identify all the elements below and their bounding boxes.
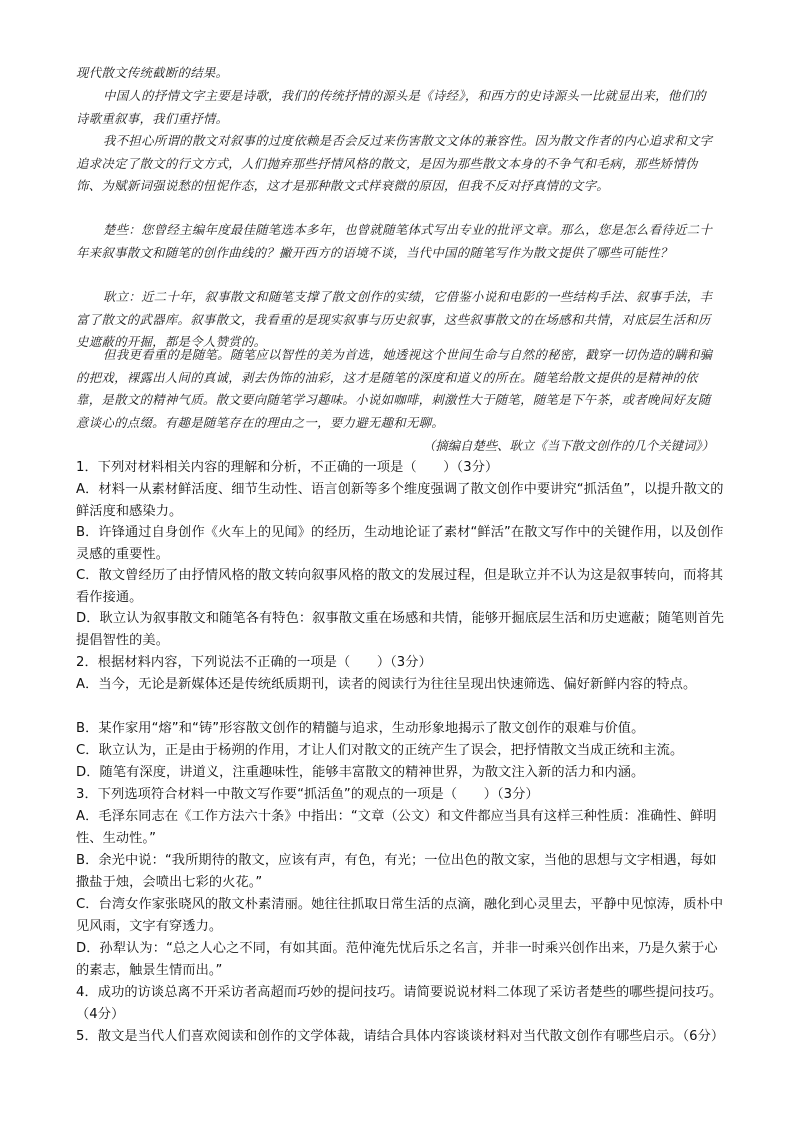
question-3-option-b: B．余光中说：“我所期待的散文，应该有声，有色，有光；一位出色的散文家，当他的思想与文字相遇，每如撒盐于烛，会喷出七彩的火花。” [76,853,717,890]
question-1-stem: 1．下列对材料相关内容的理解和分析，不正确的一项是（ ）（3分） [76,460,499,475]
question-2-option-a: A．当今，无论是新媒体还是传统纸质期刊，读者的阅读行为往往呈现出快速筛选、偏好新鲜内容的特点。 [76,677,697,692]
question-4: 4．成功的访谈总离不开采访者高超而巧妙的提问技巧。请简要说说材料二体现了采访者楚些的哪些提问技巧。（4分） [76,985,723,1022]
source-citation: （摘编自楚些、耿立《当下散文创作的几个关键词》） [422,438,714,453]
question-2-option-d: D．随笔有深度，讲道义，注重趣味性，能够丰富散文的精神世界，为散文注入新的活力和内涵。 [76,765,645,780]
question-1-option-a: A．材料一从素材鲜活度、细节生动性、语言创新等多个维度强调了散文创作中要讲究“抓活鱼”，以提升散文的鲜活度和感染力。 [76,482,724,519]
material-paragraph: 现代散文传统截断的结果。 [76,65,229,80]
question-2-option-b: B．某作家用“熔”和“铸”形容散文创作的精髓与追求，生动形象地揭示了散文创作的艰难与价值。 [76,721,645,736]
material-paragraph: 楚些：您曾经主编年度最佳随笔选本多年，也曾就随笔体式写出专业的批评文章。那么，您是怎么看待近二十年来叙事散文和随笔的创作曲线的？撇开西方的语境不谈，当代中国的随笔写作为散文提供了哪些可能性？ [76,222,713,260]
material-paragraph: 中国人的抒情文字主要是诗歌，我们的传统抒情的源头是《诗经》，和西方的史诗源头一比就显出来，他们的诗歌重叙事，我们重抒情。 [76,88,706,126]
material-paragraph: 耿立：近二十年，叙事散文和随笔支撑了散文创作的实绩，它借鉴小说和电影的一些结构手法、叙事手法，丰富了散文的武器库。叙事散文，我看重的是现实叙事与历史叙事，这些叙事散文的在场感和共情，对底层生活和历史遮蔽的开掘，都是令人赞赏的。 [76,289,713,349]
question-3-stem: 3．下列选项符合材料一中散文写作要“抓活鱼”的观点的一项是（ ）（3分） [76,787,539,802]
question-1-option-c: C．散文曾经历了由抒情风格的散文转向叙事风格的散文的发展过程，但是耿立并不认为这是叙事转向，而将其看作接通。 [76,568,724,605]
question-3-option-d: D．孙犁认为：“总之人心之不同，有如其面。范仲淹先忧后乐之名言，并非一时乘兴创作出来，乃是久萦于心的素志，触景生情而出。” [76,941,718,978]
question-3-option-c: C．台湾女作家张晓风的散文朴素清丽。她往往抓取日常生活的点滴，融化到心灵里去，平静中见惊涛，质朴中见风雨，文字有穿透力。 [76,897,724,934]
question-1-option-b: B．许锋通过自身创作《火车上的见闻》的经历，生动地论证了素材“鲜活”在散文写作中的关键作用，以及创作灵感的重要性。 [76,525,724,562]
material-paragraph: 但我更看重的是随笔。随笔应以智性的美为首选，她透视这个世间生命与自然的秘密，戳穿一切伪造的瞒和骗的把戏，裸露出人间的真诚，剥去伪饰的油彩，这才是随笔的深度和道义的所在。随笔给散文提供的是精神的依靠，是散文的精神气质。散文要向随笔学习趣味。小说如咖啡，刺激性大于随笔，随笔是下午茶，或者晚间好友随意谈心的点缀。有趣是随笔存在的理由之一，要力避无趣和无聊。 [76,347,713,430]
question-2-option-c: C．耿立认为，正是由于杨朔的作用，才让人们对散文的正统产生了误会，把抒情散文当成正统和主流。 [76,743,684,758]
question-5: 5．散文是当代人们喜欢阅读和创作的文学体裁，请结合具体内容谈谈材料对当代散文创作有哪些启示。（6分） [76,1029,725,1044]
material-paragraph: 我不担心所谓的散文对叙事的过度依赖是否会反过来伤害散文文体的兼容性。因为散文作者的内心追求和文字追求决定了散文的行文方式，人们抛弃那些抒情风格的散文，是因为那些散文本身的不争气和毛病，那些矫情伪饰、为赋新词强说愁的忸怩作态，这才是那种散文式样衰微的原因，但我不反对抒真情的文字。 [76,133,713,193]
question-1-option-d: D．耿立认为叙事散文和随笔各有特色：叙事散文重在场感和共情，能够开掘底层生活和历史遮蔽；随笔则首先提倡智性的美。 [76,611,725,648]
question-3-option-a: A．毛泽东同志在《工作方法六十条》中指出：“文章（公文）和文件都应当具有这样三种性质：准确性、鲜明性、生动性。” [76,809,717,846]
question-2-stem: 2．根据材料内容，下列说法不正确的一项是（ ）（3分） [76,655,432,670]
